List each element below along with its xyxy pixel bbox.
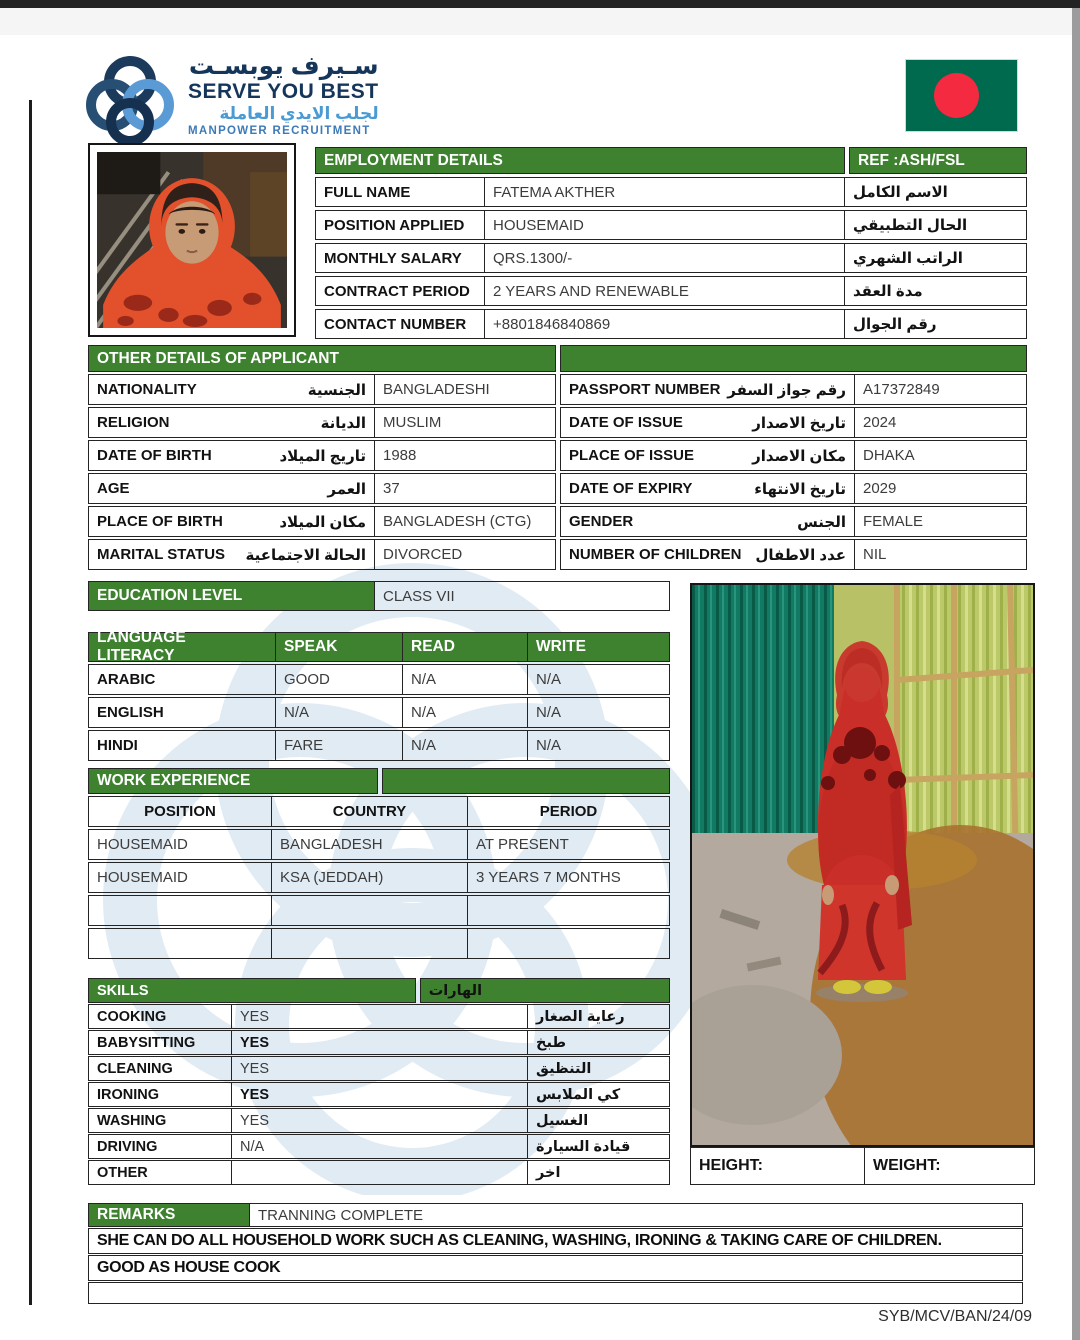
language-literacy-header: LANGUAGE LITERACY (88, 632, 276, 662)
experience-row-empty (468, 928, 670, 959)
full-name-value: FATEMA AKTHER (485, 177, 845, 207)
logo-arabic-subtitle: لجلب الايدي العاملة (219, 103, 379, 123)
weight-label: WEIGHT: (865, 1147, 1035, 1185)
label-ar: العمر (327, 480, 366, 498)
agency-logo (82, 52, 379, 153)
other-skill-value (232, 1160, 528, 1185)
washing-arabic: الغسيل (528, 1108, 670, 1133)
babysitting-value: YES (232, 1030, 528, 1055)
date-of-birth-label (88, 440, 375, 471)
label-en: NATIONALITY (97, 381, 197, 398)
arabic-language-label: ARABIC (88, 664, 276, 695)
arabic-read: N/A (403, 664, 528, 695)
hindi-language-label: HINDI (88, 730, 276, 761)
work-experience-header-spacer (382, 768, 670, 794)
full-name-label: FULL NAME (315, 177, 485, 207)
cooking-label: COOKING (88, 1004, 232, 1029)
experience-row-empty (88, 895, 272, 926)
label-en: GENDER (569, 513, 634, 530)
speak-header: SPEAK (276, 632, 403, 662)
experience-row-empty (88, 928, 272, 959)
language-literacy-table (88, 629, 670, 761)
remarks-header: REMARKS (88, 1203, 250, 1227)
contact-number-label: CONTACT NUMBER (315, 309, 485, 339)
employment-details-header: EMPLOYMENT DETAILS (315, 147, 845, 174)
passport-number-label (560, 374, 855, 405)
other-skill-label: OTHER (88, 1160, 232, 1185)
applicant-fullbody-photo (690, 583, 1035, 1147)
nationality-label (88, 374, 375, 405)
contract-period-value: 2 YEARS AND RENEWABLE (485, 276, 845, 306)
contract-period-arabic: مدة العقد (845, 276, 1027, 306)
date-of-expiry-label (560, 473, 855, 504)
remarks-table (88, 1203, 1023, 1304)
education-level-row (88, 581, 670, 611)
bangladesh-flag (905, 59, 1018, 132)
experience-row-empty (272, 895, 468, 926)
position-column-header: POSITION (88, 796, 272, 827)
contact-number-arabic: رقم الجوال (845, 309, 1027, 339)
passport-number-value: A17372849 (855, 374, 1027, 405)
age-label (88, 473, 375, 504)
full-name-arabic: الاسم الكامل (845, 177, 1027, 207)
hindi-read: N/A (403, 730, 528, 761)
label-ar: عدد الاطفال (755, 546, 846, 564)
scan-left-fold-line (29, 100, 32, 1305)
document-reference-code: SYB/MCV/BAN/24/09 (878, 1308, 1032, 1325)
height-label: HEIGHT: (690, 1147, 865, 1185)
hindi-write: N/A (528, 730, 670, 761)
experience-row-country: BANGLADESH (272, 829, 468, 860)
cooking-arabic: رعاية الصغار (528, 1004, 670, 1029)
other-skill-arabic: اخر (528, 1160, 670, 1185)
logo-subtitle: MANPOWER RECRUITMENT (188, 124, 371, 137)
period-column-header: PERIOD (468, 796, 670, 827)
label-ar: الجنس (797, 513, 846, 531)
english-read: N/A (403, 697, 528, 728)
label-en: RELIGION (97, 414, 170, 431)
washing-value: YES (232, 1108, 528, 1133)
gender-label (560, 506, 855, 537)
date-of-expiry-value: 2029 (855, 473, 1027, 504)
place-of-issue-label (560, 440, 855, 471)
marital-status-label (88, 539, 375, 570)
babysitting-arabic: طبخ (528, 1030, 670, 1055)
experience-row-empty (272, 928, 468, 959)
monthly-salary-label: MONTHLY SALARY (315, 243, 485, 273)
number-of-children-value: NIL (855, 539, 1027, 570)
label-ar: تاريخ الاصدار (752, 414, 846, 432)
label-en: DATE OF ISSUE (569, 414, 683, 431)
work-experience-header: WORK EXPERIENCE (88, 768, 378, 794)
remarks-line-2: GOOD AS HOUSE COOK (88, 1255, 1023, 1281)
logo-knot-icon (82, 52, 178, 153)
english-write: N/A (528, 697, 670, 728)
cleaning-value: YES (232, 1056, 528, 1081)
position-applied-value: HOUSEMAID (485, 210, 845, 240)
marital-status-value: DIVORCED (375, 539, 556, 570)
label-ar: مكان الاصدار (752, 447, 846, 465)
contract-period-label: CONTRACT PERIOD (315, 276, 485, 306)
label-en: NUMBER OF CHILDREN (569, 546, 742, 563)
driving-arabic: قيادة السيارة (528, 1134, 670, 1159)
skills-table (88, 978, 670, 1185)
place-of-issue-value: DHAKA (855, 440, 1027, 471)
logo-arabic-title: سـيرف يوبسـت (188, 52, 379, 80)
label-ar: مكان الميلاد (279, 513, 366, 531)
religion-value: MUSLIM (375, 407, 556, 438)
other-details-header-spacer (560, 345, 1027, 372)
label-en: PASSPORT NUMBER (569, 381, 721, 398)
remarks-status: TRANNING COMPLETE (250, 1203, 1023, 1227)
experience-row-country: KSA (JEDDAH) (272, 862, 468, 893)
scan-top-edge (0, 0, 1080, 8)
scan-right-edge (1072, 8, 1080, 1340)
applicant-headshot-photo (88, 143, 296, 337)
employment-details-table (315, 147, 1027, 339)
experience-row-position: HOUSEMAID (88, 862, 272, 893)
write-header: WRITE (528, 632, 670, 662)
driving-label: DRIVING (88, 1134, 232, 1159)
label-ar: تاريخ الانتهاء (754, 480, 846, 498)
flag-circle (934, 73, 979, 118)
age-value: 37 (375, 473, 556, 504)
date-of-issue-value: 2024 (855, 407, 1027, 438)
label-ar: رقم جواز السفر (727, 381, 846, 399)
ref-code: REF :ASH/FSL (849, 147, 1027, 174)
label-en: MARITAL STATUS (97, 546, 226, 563)
number-of-children-label (560, 539, 855, 570)
work-experience-table (88, 768, 670, 959)
label-en: AGE (97, 480, 130, 497)
gender-value: FEMALE (855, 506, 1027, 537)
experience-row-empty (468, 895, 670, 926)
measurements-row (690, 1147, 1035, 1185)
other-details-table (88, 345, 1027, 570)
logo-title: SERVE YOU BEST (188, 80, 379, 103)
remarks-line-1: SHE CAN DO ALL HOUSEHOLD WORK SUCH AS CLEANING, WASHING, IRONING & TAKING CARE OF CHILDREN. (88, 1228, 1023, 1254)
contact-number-value: +8801846840869 (485, 309, 845, 339)
nationality-value: BANGLADESHI (375, 374, 556, 405)
place-of-birth-label (88, 506, 375, 537)
cleaning-label: CLEANING (88, 1056, 232, 1081)
label-ar: الحالة الاجتماعية (245, 546, 366, 564)
label-en: PLACE OF BIRTH (97, 513, 223, 530)
arabic-speak: GOOD (276, 664, 403, 695)
position-applied-arabic: الحال التطبيقي (845, 210, 1027, 240)
other-details-header: OTHER DETAILS OF APPLICANT (88, 345, 556, 372)
ironing-label: IRONING (88, 1082, 232, 1107)
country-column-header: COUNTRY (272, 796, 468, 827)
date-of-issue-label (560, 407, 855, 438)
education-level-label: EDUCATION LEVEL (88, 581, 375, 611)
religion-label (88, 407, 375, 438)
ironing-value: YES (232, 1082, 528, 1107)
skills-header: SKILLS (88, 978, 416, 1003)
position-applied-label: POSITION APPLIED (315, 210, 485, 240)
place-of-birth-value: BANGLADESH (CTG) (375, 506, 556, 537)
read-header: READ (403, 632, 528, 662)
experience-row-period: AT PRESENT (468, 829, 670, 860)
hindi-speak: FARE (276, 730, 403, 761)
label-ar: الجنسية (307, 381, 366, 399)
skills-header-arabic: الهارات (420, 978, 670, 1003)
scan-top-margin (0, 8, 1080, 35)
label-en: DATE OF EXPIRY (569, 480, 693, 497)
ironing-arabic: كي الملابس (528, 1082, 670, 1107)
driving-value: N/A (232, 1134, 528, 1159)
experience-row-period: 3 YEARS 7 MONTHS (468, 862, 670, 893)
label-en: DATE OF BIRTH (97, 447, 212, 464)
cooking-value: YES (232, 1004, 528, 1029)
education-level-value: CLASS VII (375, 581, 670, 611)
english-language-label: ENGLISH (88, 697, 276, 728)
monthly-salary-arabic: الراتب الشهري (845, 243, 1027, 273)
cleaning-arabic: التنظيق (528, 1056, 670, 1081)
date-of-birth-value: 1988 (375, 440, 556, 471)
monthly-salary-value: QRS.1300/- (485, 243, 845, 273)
english-speak: N/A (276, 697, 403, 728)
label-en: PLACE OF ISSUE (569, 447, 695, 464)
remarks-line-empty (88, 1282, 1023, 1304)
label-ar: الديانة (320, 414, 366, 432)
experience-row-position: HOUSEMAID (88, 829, 272, 860)
arabic-write: N/A (528, 664, 670, 695)
washing-label: WASHING (88, 1108, 232, 1133)
label-ar: تاريج الميلاد (279, 447, 366, 465)
babysitting-label: BABYSITTING (88, 1030, 232, 1055)
